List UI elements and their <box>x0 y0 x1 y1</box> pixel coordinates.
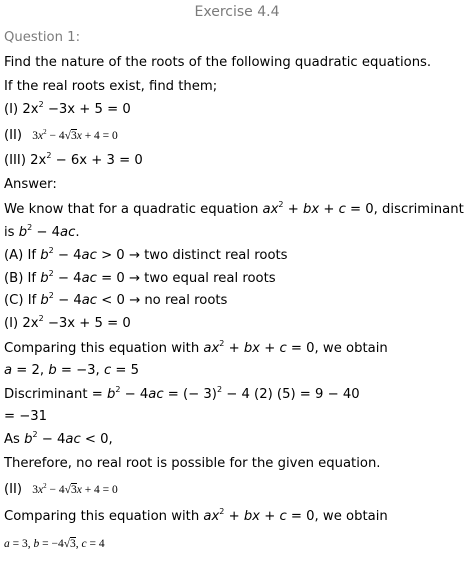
case-b: (B) If $b^2 - 4ac = 0$ → two equal real roots <box>4 269 276 286</box>
equation-ii-repeat: (II) $3x^2 - 4√3x + 4 = 0$ <box>4 482 118 497</box>
discriminant-intro-1: We know that for a quadratic equation $ax^2$ + bx + c = 0, discriminant <box>4 200 464 217</box>
case-c: (C) If $b^2 - 4ac < 0$ → no real roots <box>4 291 228 308</box>
as-condition: As $b^2 - 4ac < 0$, <box>4 430 113 447</box>
case-a: (A) If $b^2 - 4ac > 0$ → two distinct real roots <box>4 246 288 263</box>
discriminant-result: = −31 <box>4 409 48 424</box>
intro-line-1: Find the nature of the roots of the following quadratic equations. <box>4 55 432 70</box>
question-label: Question 1: <box>4 30 81 45</box>
comparing-line-2: Comparing this equation with $ax^2$ + bx + c = 0, we obtain <box>4 507 388 524</box>
values-i: a = 2, b = −3, c = 5 <box>4 363 140 378</box>
discriminant-calc: Discriminant = $b^2 - 4ac$ = (− 3)$^2$ − 4 (2) (5) = 9 − 40 <box>4 385 360 402</box>
eq-ii-formula: $3x^2 - 4√3x + 4 = 0$ <box>32 128 118 142</box>
equation-i-repeat: (I) $2x^2 -3x + 5 = 0$ <box>4 314 131 331</box>
eq-i-sup: 2 <box>38 100 44 109</box>
exercise-title: Exercise 4.4 <box>194 4 280 20</box>
equation-iii: (III) $2x^2 - 6x + 3 = 0$ <box>4 151 143 168</box>
equation-ii <box>4 127 118 146</box>
eq-ii-label: (II) <box>4 128 23 143</box>
discriminant-intro-2: is $b^2 - 4ac$. <box>4 223 80 240</box>
therefore-line: Therefore, no real root is possible for the given equation. <box>4 456 381 471</box>
values-ii: a = 3, b = −4√3, c = 4 <box>4 538 105 550</box>
comparing-line-1: Comparing this equation with $ax^2$ + bx + c = 0, we obtain <box>4 339 388 356</box>
eq-i-rest: −3x + 5 = 0 <box>43 102 131 117</box>
eq-i-label: (I) 2x <box>4 102 39 117</box>
intro-line-2: If the real roots exist, find them; <box>4 79 218 94</box>
equation-i <box>4 101 131 120</box>
answer-label: Answer: <box>4 177 57 192</box>
